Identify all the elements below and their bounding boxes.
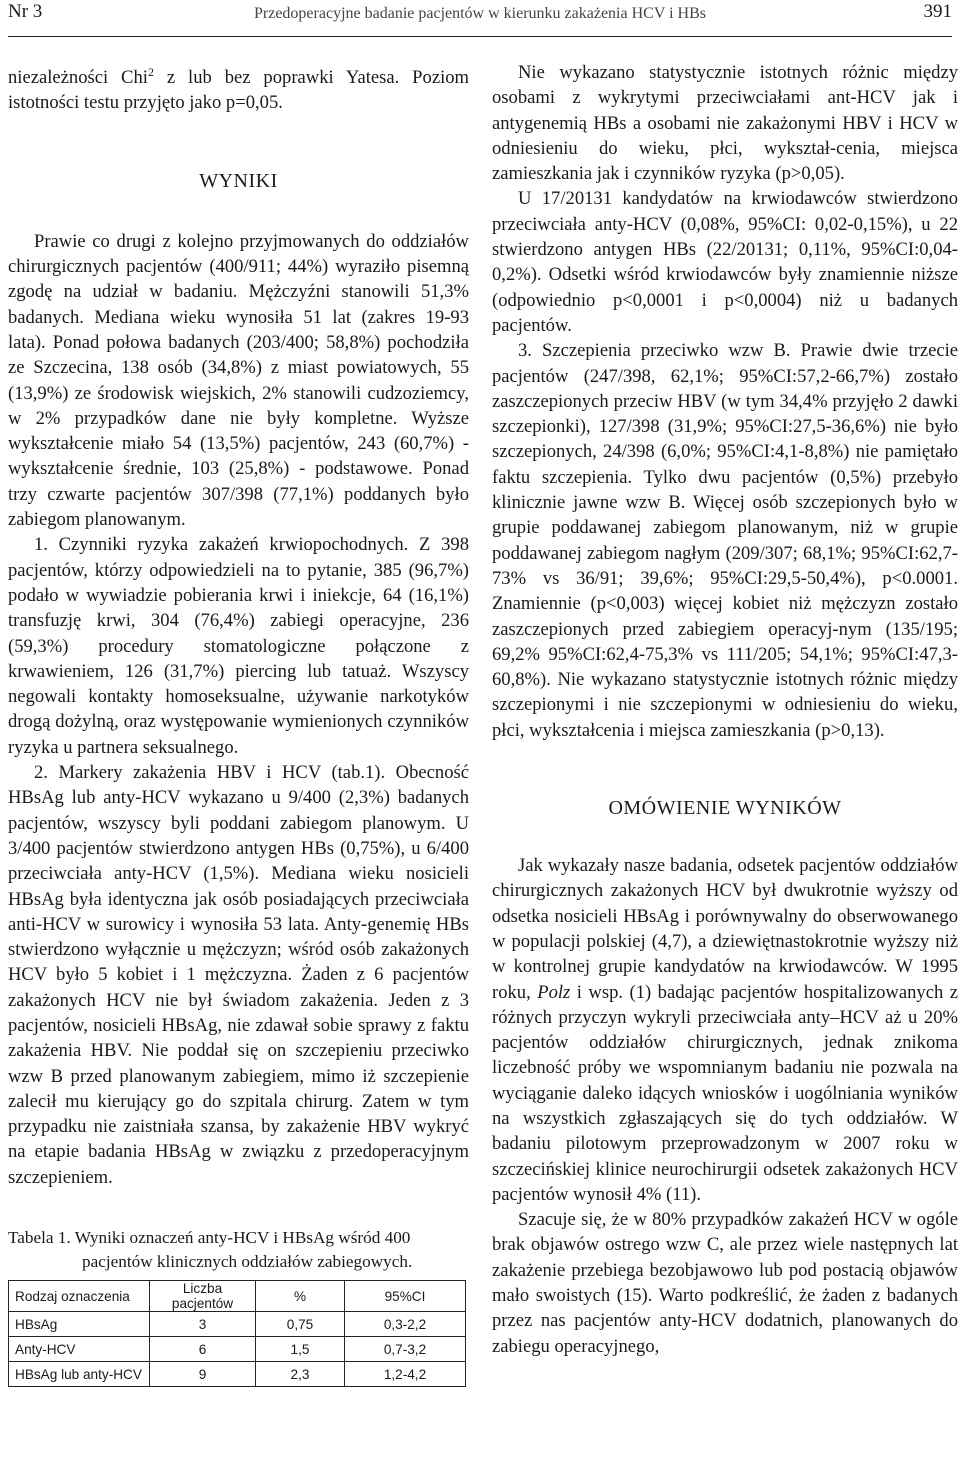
discussion-paragraph-2: Szacuje się, że w 80% przypadków zakażeń HCV w ogóle brak objawów ostrego wzw C, ale przez wiele następnych lat zakażenie przebiega bezobjawowo lub pod postacią objawów mało swoistych (15). Warto podkreślić, że żaden z badanych przez nas pacjentów anty-HCV dodatnich, planowanych do zabiegu operacyjnego, bbox=[492, 1209, 958, 1357]
table-cell: 9 bbox=[150, 1362, 256, 1387]
table-caption: Tabela 1. Wyniki oznaczeń anty-HCV i HBsAg wśród 400 pacjentów klinicznych oddziałów zabiegowych. bbox=[8, 1228, 413, 1272]
table-cell: 2,3 bbox=[256, 1362, 345, 1387]
table-row bbox=[9, 1312, 466, 1337]
running-title: Przedoperacyjne badanie pacjentów w kierunku zakażenia HCV i HBs bbox=[254, 5, 706, 22]
intro-paragraph: niezależności Chi$^2$ z lub bez poprawki Yatesa. Poziom istotności testu przyjęto jako p=0,05. bbox=[8, 65, 470, 114]
table-header-cell: Rodzaj oznaczenia bbox=[9, 1281, 150, 1312]
results-paragraph-6: 3. Szczepienia przeciwko wzw B. Prawie dwie trzecie pacjentów (247/398, 62,1%; 95%CI:57,2-66,7%) zostało zaszczepionych przeciw HBV (w tym 34,4% przyjęło 2 dawki szczepionki), 127/398 (31,9%; 95%CI:27,5-36,6%) nie było szczepionych, 24/398 (6,0%; 95%CI:4,1-8,8%) nie pamiętało faktu szczepienia. Tylko dwu pacjentów (0,5%) przebyło klinicznie jawne wzw B. Więcej osób szczepionych było w grupie poddawanej zabiegom planowanym, niż w grupie poddawanej zabiegom nagłym (209/307; 68,1%; 95%CI:62,7-73% vs 36/91; 39,6%; 95%CI:29,5-50,4%), p<0.0001. Znamiennie (p<0,003) więcej kobiet niż mężczyzn zostało zaszczepionych przed zabiegiem operacyj-nym (135/195; 69,2% 95%CI:62,4-75,3% vs 111/205; 54,1%; 95%CI:47,3-60,8%). Nie wykazano statystycznie istotnych różnic między szczepionymi i nie szczepionymi w odniesieniu do wieku, płci, wykształcenia i miejsca zamieszkania (p>0,13). bbox=[492, 340, 958, 741]
superscript: 2 bbox=[147, 65, 154, 79]
issue-number: Nr 3 bbox=[8, 1, 43, 22]
table-cell: HBsAg bbox=[9, 1312, 150, 1337]
table-cell: 1,5 bbox=[256, 1337, 345, 1362]
discussion-paragraph-1: Jak wykazały nasze badania, odsetek pacjentów oddziałów chirurgicznych zakażonych HCV był dwukrotnie wyższy od odsetka nosicieli HBsAg i porównywalny do obserwowanego w populacji polskiej (4,7), a dziewiętnastokrotnie wyższy niż w kontrolnej grupie kandydatów na krwiodawców. W 1995 roku, Polz i wsp. (1) badając pacjentów hospitalizowanych z różnych przyczyn wykryli przeciwciała anty–HCV aż u 20% pacjentów oddziałów chirurgicznych, jednak znikoma liczebność próby we wspomnianym badaniu nie pozwala na wyciąganie daleko idących wniosków i uogólniania wyników na wszystkich zgłaszających się do tych oddziałów. W badaniu pilotowym przeprowadzonym w 2007 roku w szczecińskiej klinice neurochirurgii odsetek zakażonych HCV pacjentów wynosił 4% (11). bbox=[492, 855, 958, 1205]
table-row bbox=[9, 1337, 466, 1362]
table-cell: Anty-HCV bbox=[9, 1337, 150, 1362]
table-cell: HBsAg lub anty-HCV bbox=[9, 1362, 150, 1387]
right-column bbox=[492, 60, 958, 1359]
table-row bbox=[9, 1362, 466, 1387]
table-cell: 0,7-3,2 bbox=[345, 1337, 466, 1362]
results-paragraph-4: Nie wykazano statystycznie istotnych różnic między osobami z wykrytymi przeciwciałami ant-HCV jak i antygenemią HBs a osobami nie zakażonymi HBV i HCV w odniesieniu do wieku, płci, wykształ-cenia, miejsca zamieszkania jak i czynników ryzyka (p>0,05). bbox=[492, 62, 958, 185]
table-cell: 6 bbox=[150, 1337, 256, 1362]
results-paragraph-3: 2. Markery zakażenia HBV i HCV (tab.1). Obecność HBsAg lub anty-HCV wykazano u 9/400 (2,3%) badanych pacjentów, wszyscy byli poddani zabiegom planowym. U 3/400 pacjentów stwierdzono antygen HBs (0,75%), u 6/400 przeciwciała anty-HCV (1,5%). Mediana wieku nosicieli HBsAg była identyczna jak osób posiadających przeciwciała anti-HCV w surowicy i wynosiła 53 lata. Anty-genemię HBs stwierdzono wyłącznie u mężczyzn; wśród osób zakażonych HCV było 5 kobiet i 1 mężczyzna. Żaden z 6 pacjentów zakażonych HCV nie był świadom zakażenia. Jeden z 3 pacjentów, nosicieli HBsAg, nie zdawał sobie sprawy z faktu zakażenia HBV. Nie poddał się on szczepieniu przeciwko wzw B przed planowanym zabiegiem, mimo iż szczepienie zalecił mu kierujący go do szpitala chirurg. Zatem w tym przypadku nie zaistniała szansa, by zakażenie HBV wykryć na etapie badania HBsAg w związku z przedoperacyjnym szczepieniem. bbox=[8, 762, 469, 1188]
page-header bbox=[8, 0, 952, 34]
section-title-results: WYNIKI bbox=[199, 169, 278, 192]
header-rule bbox=[8, 36, 952, 37]
results-table bbox=[8, 1280, 466, 1387]
table-header-cell: % bbox=[256, 1281, 345, 1312]
left-column bbox=[8, 60, 469, 1387]
results-paragraph-1: Prawie co drugi z kolejno przyjmowanych do oddziałów chirurgicznych pacjentów (400/911; 44%) wyraziło pisemną zgodę na udział w badaniu. Mężczyźni stanowili 51,3% badanych. Mediana wieku wynosiła 51 lat (zakres 19-93 lata). Ponad połowa badanych (203/400; 58,8%) pochodziła ze Szczecina, 138 osób (34,8%) z miast powiatowych, 55 (13,9%) ze środowisk wiejskich, 2% stanowili cudzoziemcy, w 2% przypadków dane nie były kompletne. Wyższe wykształcenie miało 54 (13,5%) pacjentów, 243 (60,7%) - wykształcenie średnie, 103 (25,8%) - podstawowe. Ponad trzy czwarte pacjentów 307/398 (77,1%) poddanych było zabiegom planowanym. bbox=[8, 230, 469, 531]
results-paragraph-5: U 17/20131 kandydatów na krwiodawców stwierdzono przeciwciała anty-HCV (0,08%, 95%CI: 0,02-0,15%), u 22 stwierdzono antygen HBs (22/20131; 0,11%, 95%CI:0,04-0,2%). Odsetki wśród krwiodawców były znamiennie niższe (odpowiednio p<0,0001 i p<0,0004) niż u badanych pacjentów. bbox=[492, 188, 958, 336]
results-paragraph-2: 1. Czynniki ryzyka zakażeń krwiopochodnych. Z 398 pacjentów, którzy odpowiedzieli na to pytanie, 385 (96,7%) podało w wywiadzie pobierania krwi i iniekcje, 64 (16,1%) transfuzję krwi, 304 (76,4%) zabiegi operacyjne, 236 (59,3%) procedury stomatologiczne połączone z krwawieniem, 126 (31,7%) piercing lub tatuaż. Wszyscy negowali kontakty homoseksualne, używanie narkotyków drogą dożylną, oraz występowanie wymienionych czynników ryzyka u partnera seksualnego. bbox=[8, 534, 469, 758]
table-cell: 0,75 bbox=[256, 1312, 345, 1337]
table-cell: 0,3-2,2 bbox=[345, 1312, 466, 1337]
author-name: Polz bbox=[537, 981, 571, 1003]
table-cell: 3 bbox=[150, 1312, 256, 1337]
page-number: 391 bbox=[923, 1, 952, 22]
table-header-row bbox=[9, 1281, 466, 1312]
table-header-cell: Liczba pacjentów bbox=[150, 1281, 256, 1312]
table-header-cell: 95%CI bbox=[345, 1281, 466, 1312]
table-cell: 1,2-4,2 bbox=[345, 1362, 466, 1387]
section-title-discussion: OMÓWIENIE WYNIKÓW bbox=[608, 797, 842, 820]
